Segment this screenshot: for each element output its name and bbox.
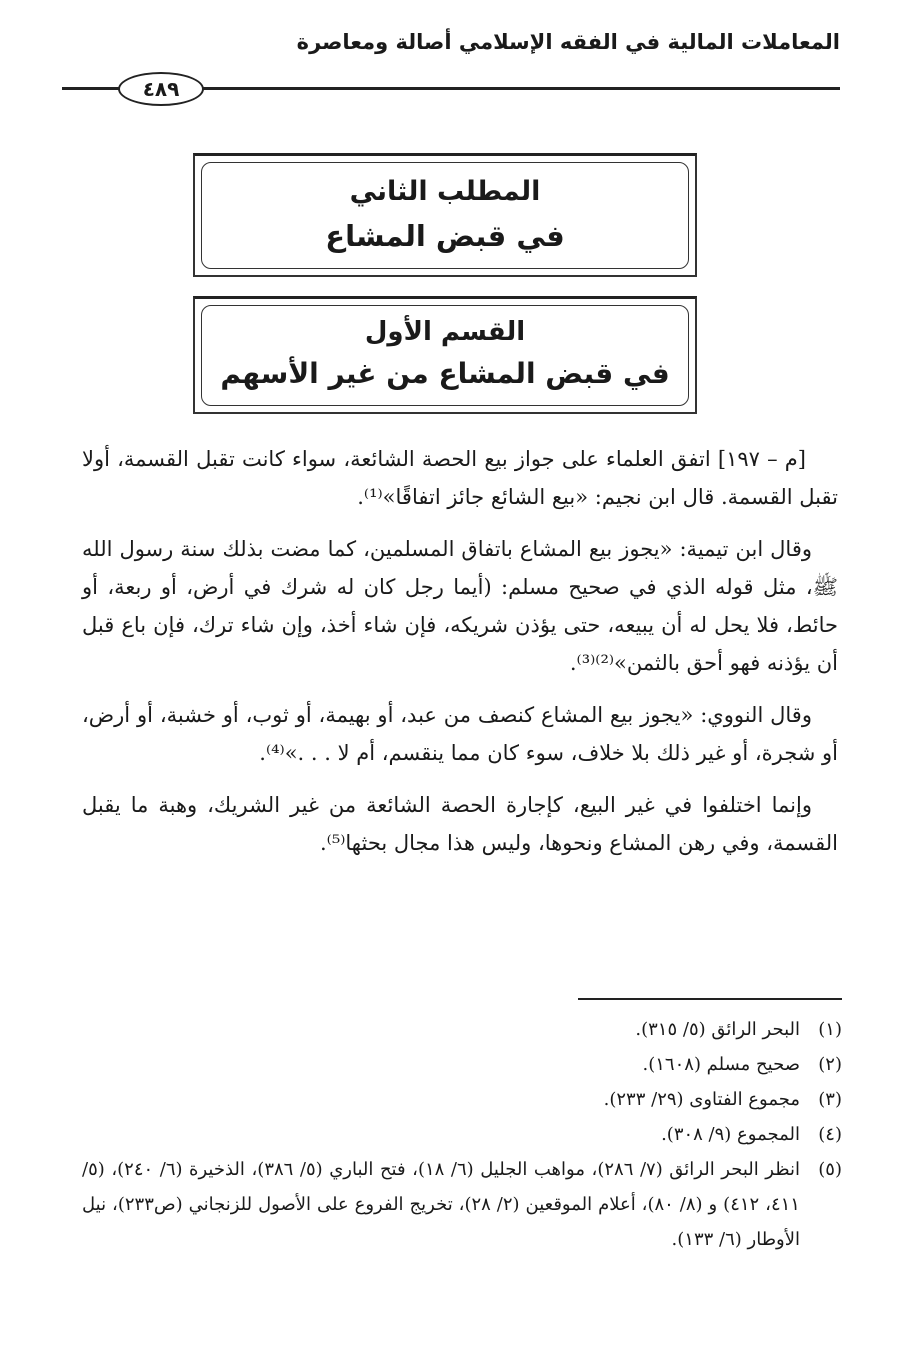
footnote-item (82, 1082, 842, 1117)
running-header-title: المعاملات المالية في الفقه الإسلامي أصالة ومعاصرة (296, 30, 840, 54)
footnote-text: المجموع (٩/ ٣٠٨). (661, 1124, 800, 1145)
footnote-item (82, 1047, 842, 1082)
body-text (82, 440, 838, 876)
footnote-text: صحيح مسلم (١٦٠٨). (642, 1054, 800, 1075)
footnote-number: (٢) (818, 1054, 842, 1075)
footnote-item (82, 1117, 842, 1152)
subsection-title: القسم الأول (364, 317, 526, 347)
footnote-number: (٣) (818, 1089, 842, 1110)
section-subtitle: في قبض المشاع (325, 219, 565, 253)
page-number: ٤٨٩ (118, 72, 204, 106)
section-title: المطلب الثاني (349, 176, 541, 207)
footnote-item (82, 1012, 842, 1047)
paragraph: وإنما اختلفوا في غير البيع، كإجارة الحصة الشائعة من غير الشريك، وهبة ما يقبل القسمة، وفي رهن المشاع ونحوها، وليس هذا مجال بحثها⁽⁵⁾. (82, 793, 838, 855)
footnote-text: انظر البحر الرائق (٧/ ٢٨٦)، مواهب الجليل (٦/ ١٨)، فتح الباري (٥/ ٣٨٦)، الذخيرة (٦/ ٢٤٠)، (٥/ ٤١١، ٤١٢) و (٨/ ٨٠)، أعلام الموقعين (٢/ ٢٨)، تخريج الفروع على الأصول للزنجاني (ص٢٣٣)، نيل الأوطار (٦/ ١٣٣). (82, 1159, 801, 1250)
footnote-text: مجموع الفتاوى (٢٩/ ٢٣٣). (603, 1089, 800, 1110)
section-title-box (193, 153, 697, 277)
footnote-separator (578, 998, 842, 1000)
footnotes (82, 1012, 842, 1257)
footnote-item (82, 1152, 842, 1257)
paragraph: وقال ابن تيمية: «يجوز بيع المشاع باتفاق المسلمين، كما مضت بذلك سنة رسول الله ﷺ، مثل قوله الذي في صحيح مسلم: (أيما رجل كان له شرك في أرض، أو ربعة، أو حائط، فلا يحل له أن يبيعه، حتى يؤذن شريكه، فإن شاء أخذ، وإن شاء ترك، فإن باع قبل أن يؤذنه فهو أحق بالثمن»⁽²⁾⁽³⁾. (82, 537, 838, 675)
footnote-number: (١) (818, 1019, 842, 1040)
paragraph: وقال النووي: «يجوز بيع المشاع كنصف من عبد، أو بهيمة، أو ثوب، أو خشبة، أو أرض، أو شجرة، أو غير ذلك بلا خلاف، سوء كان مما ينقسم، أم لا . . .»⁽⁴⁾. (82, 703, 838, 765)
subsection-subtitle: في قبض المشاع من غير الأسهم (220, 357, 670, 390)
subsection-title-box (193, 296, 697, 414)
footnote-number: (٤) (818, 1124, 842, 1145)
footnote-text: البحر الرائق (٥/ ٣١٥). (635, 1019, 800, 1040)
footnote-number: (٥) (818, 1159, 842, 1180)
paragraph: [م – ١٩٧] اتفق العلماء على جواز بيع الحصة الشائعة، سواء كانت تقبل القسمة، أولا تقبل القسمة. قال ابن نجيم: «بيع الشائع جائز اتفاقًا»⁽¹⁾. (82, 447, 838, 509)
